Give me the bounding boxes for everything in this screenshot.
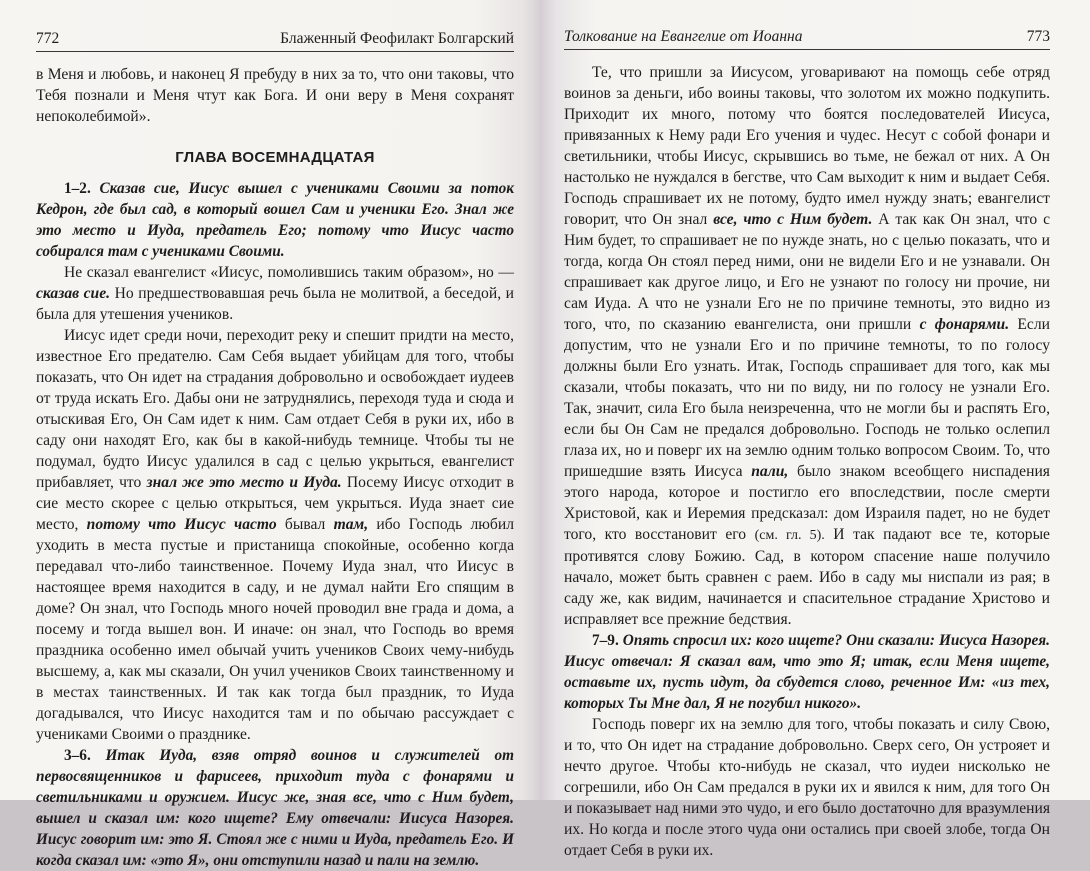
- quote-run: знал же это место и Иуда.: [146, 474, 342, 491]
- chapter-title: ГЛАВА ВОСЕМНАДЦАТАЯ: [175, 149, 375, 166]
- verse-text: Итак Иуда, взяв отряд воинов и служителей от первосвященников и фарисеев, приходит туда с фонарями и светильниками и оружием. Иисус же, зная все, что с Ним будет, вышел и сказал им: кого ищете? Ему отвечали: Иисуса Назорея. Иисус говорит им: это Я. Стоял же с ними и Иуда, предатель Его. И когда сказал им: «это Я», они отступили назад и пали на землю.: [36, 747, 514, 869]
- quote-run: там,: [333, 516, 369, 533]
- right-page-header: [564, 28, 1050, 50]
- text-run: бывал: [284, 516, 326, 533]
- verse-number: 1–2.: [64, 180, 91, 197]
- left-page-header: [36, 30, 514, 52]
- text-run: Те, что пришли за Иисусом, уговаривают на помощь себе отряд воинов за деньги, ибо воины таковы, что золотом их можно подкупить. Приходит их много, потому что боятся последователей Иисуса, привязанных к Нему ради Его учения и чудес. Несут с собой фонари и светильники, чтобы Иисус, скрывшись во тьме, не бежал от них. А Он настолько не нуждался в бегстве, что Сам выходит к ним и выдает Себя. Господь спрашивает их не потому, будто имел нужду знать; евангелист говорит, что Он знал: [564, 64, 1050, 228]
- left-running-head: Блаженный Феофилакт Болгарский: [280, 30, 514, 47]
- right-page: [540, 0, 1090, 859]
- text-run: А так как Он знал, что с Ним будет, то спрашивает не по нужде знать, но с целью показать, что и тогда, когда Он стоял перед ними, они не видели Его и не узнавали. Он спрашивает как другое лицо, и Его не узнают по голосу ни прочие, ни сам Иуда. А что не узнали Его не по причине темноты, это видно из того, что, по сказанию евангелиста, они пришли: [564, 211, 1050, 333]
- text-run: Но предшествовавшая речь была не молитвой, а беседой, и была для утешения учеников.: [36, 285, 514, 323]
- quote-run: все, что с Ним будет.: [713, 211, 873, 228]
- text-run: Если допустим, что не узнали Его и по причине темноты, то по голосу должны были Его узнать. Итак, Господь спрашивает для того, как мы сказали, чтобы показать, что ни по виду, ни по голосу не узнали Его. Так, значит, сила Его была неизреченна, что не могли бы и распять Его, если бы Он Сам не предался добровольно. Господь не только ослепил глаза их, но и поверг их на землю одним только вопросом Своим. То, что пришедшие взять Иисуса: [564, 316, 1050, 480]
- commentary-paragraph-3: [564, 62, 1050, 630]
- text-run: И так падают все те, которые противятся слову Божию. Сад, в котором спасение наше получило начало, может быть сравнен с раем. Ибо в саду мы ниспали из рая; в саду же, как видим, начинается и спасительное страдание Христово и исправляет все прежние бедствия.: [564, 526, 1050, 628]
- text-run: Не сказал евангелист «Иисус, помолившись таким образом», но —: [64, 264, 514, 281]
- commentary-paragraph-4: Господь поверг их на землю для того, чтобы показать и силу Свою, и то, что Он идет на страдание добровольно. Сверх сего, Он устрояет и нечто другое. Чтобы кто-нибудь не сказал, что иудеи нисколько не согрешили, ибо Он Сам предался в руки их и явился к ним, для того Он и показывает над ними это чудо, и его было достаточно для вразумления их. Но когда и после этого чуда они остались при своей злобе, тогда Он отдает Себя в руки их.: [564, 716, 1050, 859]
- verse-number: 3–6.: [64, 747, 91, 764]
- left-page: [0, 0, 540, 869]
- quote-run: сказав сие.: [36, 285, 111, 302]
- quote-run: пали,: [751, 463, 789, 480]
- commentary-paragraph-2: [36, 325, 514, 745]
- commentary-paragraph-1: [36, 262, 514, 325]
- verse-1-2: [36, 178, 514, 262]
- verse-number: 7–9.: [592, 632, 619, 649]
- right-page-text: [564, 62, 1050, 861]
- verse-text: Сказав сие, Иисус вышел с учениками Своими за поток Кедрон, где был сад, в который вошел Сам и ученики Его. Знал же это место и Иуда, предатель Его; потому что Иисус часто собирался там с учениками Своими.: [36, 180, 514, 260]
- verse-7-9: [564, 630, 1050, 714]
- left-page-number: 772: [36, 30, 60, 47]
- text-run: Посему Иисус отходит в сие место скорее с целью открыться, чем укрыться. Иуда знает сие место,: [36, 474, 514, 533]
- text-run: Иисус идет среди ночи, переходит реку и спешит придти на место, известное Его предателю. Сам Себя выдает убийцам для того, чтобы показать, что Он идет на страдания добровольно и освобождает иудеев от труда искать Его. Дабы они не затруднялись, переходя туда и сюда и отыскивая Его, Он Сам идет к ним. Сам отдает Себя в руки их, ибо в саду они находят Его, как бы в какой-нибудь темнице. Чтобы ты не подумал, будто Иисус удалился в сад с целью укрыться, евангелист прибавляет, что: [36, 327, 514, 491]
- quote-run: потому что Иисус часто: [86, 516, 277, 533]
- opening-paragraph: в Меня и любовь, и наконец Я пребуду в них за то, что они таковы, что Тебя познали и Меня чтут как Бога. И они веру в Меня сохранят непоколебимой».: [36, 66, 514, 125]
- text-run: ибо Господь любил уходить в места пустые и пристанища спокойные, особенно когда передавал что-либо таинственное. Почему Иуда знал, что Иисус в настоящее время находится в саду, и не думал найти Его спящим в доме? Он знал, что Господь много ночей проводил вне града и дома, а посему и тогда вышел вон. И иначе: он знал, что Господь во время праздника особенно имел обычай учить учеников Своих чему-нибудь высшему, а, как мы сказали, Он учил учеников Своих таинственному и в местах таинственных. И так как тогда был праздник, то Иуда догадывался, что Иисус находится там и по обычаю рассуждает с учениками Своими о празднике.: [36, 516, 514, 743]
- right-page-number: 773: [1026, 28, 1050, 45]
- verse-text: Опять спросил их: кого ищете? Они сказали: Иисуса Назорея. Иисус отвечал: Я сказал вам, что это Я; итак, если Меня ищете, оставьте их, пусть идут, да сбудется слово, реченное Им: «из тех, которых Ты Мне дал, Я не погубил никого».: [564, 632, 1050, 712]
- right-running-head: Толкование на Евангелие от Иоанна: [564, 28, 803, 45]
- verse-3-6: [36, 745, 514, 871]
- cross-reference: (см. гл. 5).: [754, 528, 825, 543]
- quote-run: с фонарями.: [919, 316, 1010, 333]
- left-page-text: [36, 64, 514, 871]
- text-run: было знаком всеобщего ниспадения этого народа, которое и постигло его впоследствии, после смерти Христовой, как и Иеремия предсказал: дом Израиля падет, но не будет того, кто восстановит его: [564, 463, 1050, 543]
